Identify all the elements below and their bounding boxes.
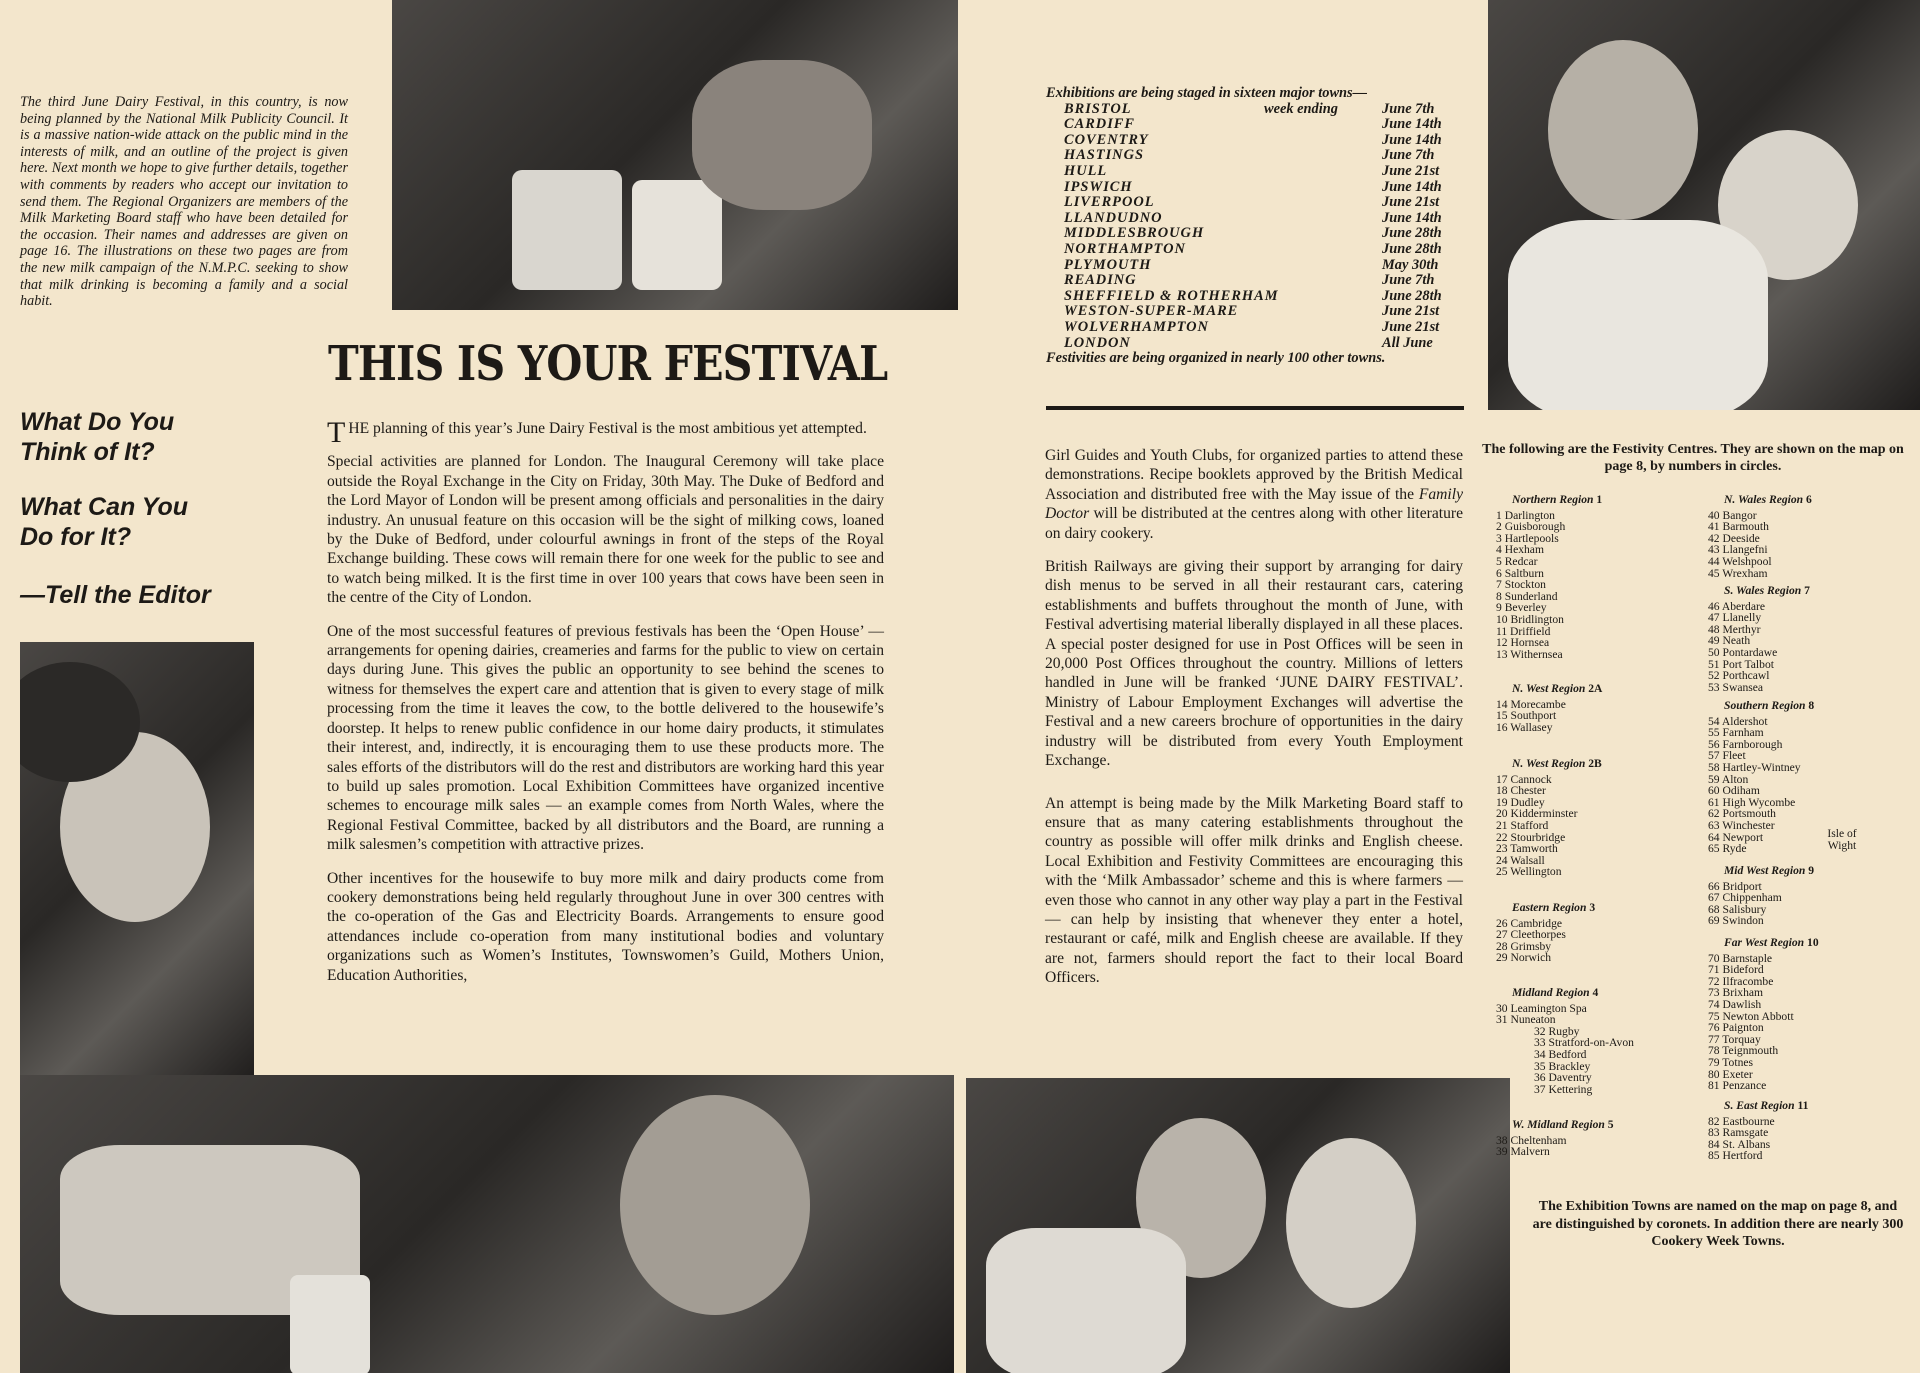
region-block	[1708, 700, 1814, 855]
exhibition-town: IPSWICH	[1064, 178, 1133, 195]
exhibition-town: PLYMOUTH	[1064, 256, 1152, 273]
centre-item: 36 Daventry	[1534, 1071, 1592, 1085]
centre-item: 23 Tamworth	[1496, 842, 1558, 856]
exhibition-date: June 28th	[1382, 287, 1442, 304]
region-name: S. Wales Region	[1724, 584, 1802, 597]
article-column-1	[327, 416, 884, 999]
centre-item: 77 Torquay	[1708, 1032, 1761, 1046]
centre-item: 69 Swindon	[1708, 914, 1764, 928]
article-paragraph-7: An attempt is being made by the Milk Marketing Board staff to ensure that as many catering establishments throughout the country as possible will offer milk drinks and English cheese. Local Exhibition and Festivity Committees are encouraging this with the ‘Milk Ambassador’ scheme and this is where farmers — even those who cannot in any other way play a part in the Festival — can help by insisting that whenever they enter a hotel, restaurant or café, milk and English cheese are available. If they are not, farmers should report the fact to their local Board Officers.	[1045, 794, 1463, 987]
centre-item: 41 Barmouth	[1708, 520, 1769, 534]
centre-item: 24 Walsall	[1496, 853, 1545, 867]
region-heading	[1496, 902, 1595, 914]
centres-heading: The following are the Festivity Centres. They are shown on the map on page 8, by numbers in circles.	[1482, 442, 1904, 474]
centre-item: 30 Leamington Spa	[1496, 1001, 1587, 1015]
centre-item: 65 Ryde	[1708, 842, 1747, 856]
centre-item: 34 Bedford	[1534, 1047, 1587, 1061]
region-heading	[1496, 1119, 1614, 1131]
region-number: 2A	[1588, 682, 1603, 695]
region-block	[1708, 937, 1819, 1092]
centre-item: 49 Neath	[1708, 634, 1751, 648]
region-number: 10	[1807, 936, 1819, 949]
photo-couple-laughing	[966, 1078, 1510, 1373]
exhibition-date: June 7th	[1382, 147, 1435, 164]
exhibition-row	[1046, 273, 1466, 289]
exhibition-row	[1046, 258, 1466, 274]
exhibition-date: June 21st	[1382, 303, 1440, 320]
centre-item: 13 Withernsea	[1496, 647, 1563, 661]
region-number: 6	[1806, 493, 1812, 506]
centre-item: 10 Bridlington	[1496, 612, 1564, 626]
page-title: THIS IS YOUR FESTIVAL	[328, 336, 888, 392]
centre-item: 53 Swansea	[1708, 680, 1764, 694]
centre-item: 4 Hexham	[1496, 543, 1544, 557]
region-name: Eastern Region	[1512, 901, 1587, 914]
centre-item: 7 Stockton	[1496, 578, 1546, 592]
exhibition-town: WESTON-SUPER-MARE	[1064, 303, 1239, 320]
centre-item: 61 High Wycombe	[1708, 795, 1796, 809]
region-heading	[1708, 494, 1812, 506]
region-block	[1496, 1119, 1614, 1158]
exhibition-date: June 28th	[1382, 225, 1442, 242]
exhibition-date: June 21st	[1382, 162, 1440, 179]
centre-item: 11 Driffield	[1496, 624, 1551, 638]
exhibition-date: June 7th	[1382, 100, 1435, 117]
exhibition-row	[1046, 320, 1466, 336]
exhibition-row	[1046, 117, 1466, 133]
region-name: Northern Region	[1512, 493, 1594, 506]
exhibition-row	[1046, 164, 1466, 180]
region-heading	[1708, 937, 1819, 949]
sidebar-question-2	[20, 492, 188, 552]
exhibition-date: May 30th	[1382, 256, 1439, 273]
centre-item: 51 Port Talbot	[1708, 657, 1774, 671]
centre-item: 78 Teignmouth	[1708, 1044, 1779, 1058]
region-number: 11	[1797, 1099, 1809, 1112]
centre-item: 68 Salisbury	[1708, 902, 1767, 916]
family-doctor-title: Family Doctor	[1045, 485, 1463, 523]
exhibition-row	[1046, 180, 1466, 196]
region-number: 4	[1592, 986, 1599, 999]
exhibition-town: LONDON	[1064, 334, 1131, 351]
exhibitions-rows	[1046, 102, 1466, 352]
centre-item: 18 Chester	[1496, 784, 1546, 798]
centre-item: 5 Redcar	[1496, 554, 1538, 568]
centre-item: 59 Alton	[1708, 772, 1749, 786]
centre-item: 52 Porthcawl	[1708, 669, 1770, 683]
exhibition-town: WOLVERHAMPTON	[1064, 318, 1209, 335]
centre-item: 71 Bideford	[1708, 963, 1764, 977]
centre-item: 20 Kidderminster	[1496, 807, 1578, 821]
article-paragraph-2: Special activities are planned for London. The Inaugural Ceremony will take place outside the Royal Exchange in the City on Friday, 30th May. The Duke of Bedford and the Lord Mayor of London will be present among officials and personalities in the dairy industry. An unusual feature on this occasion will be the sight of milking cows, loaned by the Duke of Bedford, under colourful awnings in front of the steps of the Royal Exchange building. These cows will remain there for one week for the public to see and to watch being milked. It is the first time in over 100 years that cows have been seen in the centre of the City of London.	[327, 453, 884, 607]
centre-item: 83 Ramsgate	[1708, 1126, 1769, 1140]
article-paragraph-3: One of the most successful features of previous festivals has been the ‘Open House’ — arrangements for opening dairies, creameries and farms for the public to view on certain days during June. This gives the public an opportunity to see behind the scenes to witness for themselves the expert care and attention that is given to every stage of milk processing from the time it leaves the cow, to the bottle delivered to the housewife’s doorstep. It helps to renew public confidence in our home dairy products, it stimulates their interest, and, indirectly, it is encouraging them to use these products more. The sales efforts of the distributors will do the rest and distributors are working hard this year to build up sales promotion. Local Exhibition Committees have organized incentive schemes to encourage milk sales — an example comes from North Wales, where the Regional Festival Committee, backed by all distributors and the Board, are running a milk salesmen’s competition with attractive prizes.	[327, 622, 884, 854]
exhibition-town: NORTHAMPTON	[1064, 240, 1186, 257]
centre-item: 74 Dawlish	[1708, 997, 1762, 1011]
exhibition-row	[1046, 289, 1466, 305]
centre-item: 28 Grimsby	[1496, 939, 1552, 953]
exhibition-town: LLANDUDNO	[1064, 209, 1163, 226]
region-number: 7	[1804, 584, 1810, 597]
centre-item: 39 Malvern	[1496, 1145, 1550, 1159]
isle-of-wight-note: Isle of Wight	[1827, 827, 1857, 852]
sidebar-q2-line1: What Can You	[20, 493, 189, 521]
drop-cap: T	[327, 416, 346, 449]
centre-item: 42 Deeside	[1708, 531, 1760, 545]
region-number: 8	[1808, 699, 1815, 712]
exhibition-date: June 14th	[1382, 178, 1442, 195]
exhibition-row	[1046, 336, 1466, 352]
exhibition-town: BRISTOL	[1064, 100, 1132, 117]
centre-item: 29 Norwich	[1496, 951, 1552, 965]
region-heading	[1496, 683, 1602, 695]
region-heading	[1496, 494, 1602, 506]
region-heading	[1708, 865, 1814, 877]
centre-item: 80 Exeter	[1708, 1067, 1753, 1081]
centres-footnote: The Exhibition Towns are named on the map on page 8, and are distinguished by coronets. In addition there are nearly 300 Cookery Week Towns.	[1532, 1199, 1904, 1249]
centre-item: 43 Llangefni	[1708, 543, 1768, 557]
exhibition-date: June 14th	[1382, 116, 1442, 133]
centre-item: 22 Stourbridge	[1496, 830, 1566, 844]
exhibition-row	[1046, 102, 1466, 118]
centre-item: 81 Penzance	[1708, 1079, 1767, 1093]
article-paragraph-5	[1045, 446, 1463, 543]
centre-item: 25 Wellington	[1496, 865, 1562, 879]
article-paragraph-1-text: HE planning of this year’s June Dairy Festival is the most ambitious yet attempted.	[348, 420, 867, 437]
tell-the-editor: —Tell the Editor	[20, 581, 211, 609]
centre-item: 40 Bangor	[1708, 508, 1757, 522]
centre-item: 26 Cambridge	[1496, 916, 1563, 930]
centre-item: 54 Aldershot	[1708, 714, 1768, 728]
exhibition-date: June 14th	[1382, 131, 1442, 148]
region-number: 2B	[1588, 757, 1602, 770]
exhibition-town: COVENTRY	[1064, 131, 1149, 148]
exhibition-row	[1046, 195, 1466, 211]
region-block	[1496, 683, 1602, 733]
article-paragraph-5b: will be distributed at the centres along with other literature on dairy cookery.	[1045, 505, 1463, 542]
centre-item: 79 Totnes	[1708, 1055, 1754, 1069]
centre-item: 58 Hartley-Wintney	[1708, 760, 1801, 774]
region-name: W. Midland Region	[1512, 1118, 1605, 1131]
region-heading	[1708, 700, 1814, 712]
article-paragraph-6: British Railways are giving their support by arranging for dairy dish menus to be served in all their restaurant cars, catering establishments and buffets throughout the month of June, with Festival advertising material liberally displayed in all these places. A special poster designed for use in Post Offices will be seen in 20,000 Post Offices throughout the country. Millions of letters handled in June will be franked ‘JUNE DAIRY FESTIVAL’. Ministry of Labour Employment Exchanges will advertise the Festival and a new careers brochure of opportunities in the dairy industry will be distributed from every Youth Employment Exchange.	[1045, 558, 1463, 770]
region-name: Southern Region	[1724, 699, 1806, 712]
photo-mother-and-baby	[1488, 0, 1920, 410]
exhibition-date: June 14th	[1382, 209, 1442, 226]
centre-item: 35 Brackley	[1534, 1059, 1591, 1073]
region-number: 3	[1589, 901, 1596, 914]
region-name: Mid West Region	[1724, 864, 1806, 877]
article-paragraph-4: Other incentives for the housewife to buy more milk and dairy products come from cookery demonstrations being held regularly throughout June in over 300 centres with the co-operation of the Gas and Electricity Boards. Arrangements to ensure good attendances include co-operation from many institutional bodies and voluntary organizations such as Women’s Institutes, Townswomen’s Guild, Mothers Union, Education Authorities,	[327, 869, 884, 984]
centre-item: 66 Bridport	[1708, 879, 1762, 893]
centre-item: 70 Barnstaple	[1708, 951, 1773, 965]
exhibition-row	[1046, 242, 1466, 258]
centre-item: 72 Ilfracombe	[1708, 974, 1774, 988]
centre-item: 45 Wrexham	[1708, 566, 1768, 580]
centre-item: 21 Stafford	[1496, 818, 1549, 832]
exhibitions-list	[1046, 86, 1466, 367]
region-name: N. West Region	[1512, 757, 1586, 770]
region-block	[1708, 1100, 1808, 1162]
centre-item: 19 Dudley	[1496, 795, 1545, 809]
centre-item: 63 Winchester	[1708, 818, 1775, 832]
region-block	[1708, 494, 1812, 579]
centre-item: 6 Saltburn	[1496, 566, 1544, 580]
region-number: 9	[1808, 864, 1815, 877]
region-heading	[1496, 987, 1634, 999]
section-divider	[1046, 406, 1464, 410]
exhibition-town: HASTINGS	[1064, 147, 1144, 164]
centre-item: 76 Paignton	[1708, 1021, 1764, 1035]
article-paragraph-1	[327, 416, 884, 449]
exhibitions-footer: Festivities are being organized in nearly 100 other towns.	[1046, 350, 1386, 367]
centre-item: 60 Odiham	[1708, 784, 1760, 798]
centre-item: 47 Llanelly	[1708, 611, 1762, 625]
region-name: S. East Region	[1724, 1099, 1795, 1112]
centre-item: 85 Hertford	[1708, 1149, 1763, 1163]
centre-item: 12 Hornsea	[1496, 636, 1550, 650]
centre-item: 14 Morecambe	[1496, 697, 1566, 711]
centre-item: 82 Eastbourne	[1708, 1114, 1775, 1128]
centre-item: 75 Newton Abbott	[1708, 1009, 1794, 1023]
region-heading	[1496, 758, 1602, 770]
photo-pouring-milk-top	[392, 0, 958, 310]
sidebar-question-1	[20, 407, 174, 467]
region-block	[1708, 585, 1810, 693]
region-block	[1496, 758, 1602, 878]
centre-item: 64 Newport	[1708, 830, 1764, 844]
region-block	[1496, 987, 1634, 1095]
centre-item: 2 Guisborough	[1496, 520, 1566, 534]
exhibition-town: READING	[1064, 272, 1137, 289]
centre-item: 67 Chippenham	[1708, 891, 1782, 905]
photo-woman-man-pouring	[20, 1075, 954, 1373]
centre-item: 16 Wallasey	[1496, 720, 1553, 734]
exhibition-date: All June	[1382, 334, 1433, 351]
centre-item: 56 Farnborough	[1708, 737, 1783, 751]
region-block	[1708, 865, 1814, 927]
region-number: 5	[1607, 1118, 1614, 1131]
centre-item: 73 Brixham	[1708, 986, 1764, 1000]
exhibition-row	[1046, 226, 1466, 242]
exhibition-date: June 28th	[1382, 240, 1442, 257]
centre-item: 48 Merthyr	[1708, 622, 1761, 636]
centre-item: 37 Kettering	[1534, 1082, 1593, 1096]
centre-item: 15 Southport	[1496, 709, 1557, 723]
exhibition-town: CARDIFF	[1064, 116, 1135, 133]
exhibitions-heading: Exhibitions are being staged in sixteen major towns—	[1046, 85, 1368, 101]
centre-item: 3 Hartlepools	[1496, 531, 1559, 545]
centre-item: 31 Nuneaton	[1496, 1013, 1556, 1027]
centre-item: 84 St. Albans	[1708, 1137, 1771, 1151]
centre-item: 50 Pontardawe	[1708, 645, 1778, 659]
exhibition-town: SHEFFIELD & ROTHERHAM	[1064, 287, 1279, 304]
exhibition-date: June 21st	[1382, 194, 1440, 211]
centre-item: 57 Fleet	[1708, 749, 1746, 763]
exhibition-row	[1046, 304, 1466, 320]
centre-item: 55 Farnham	[1708, 726, 1764, 740]
centre-item: 27 Cleethorpes	[1496, 928, 1566, 942]
region-block	[1496, 494, 1602, 660]
region-block	[1496, 902, 1595, 964]
region-heading	[1708, 585, 1810, 597]
exhibition-town: HULL	[1064, 162, 1108, 179]
photo-young-woman	[20, 642, 254, 1082]
centre-item: 8 Sunderland	[1496, 589, 1558, 603]
centre-item: 62 Portsmouth	[1708, 807, 1776, 821]
centre-item: 46 Aberdare	[1708, 599, 1765, 613]
exhibition-row	[1046, 148, 1466, 164]
exhibition-date: June 7th	[1382, 272, 1435, 289]
sidebar-q1-line2: Think of It?	[20, 438, 155, 466]
region-number: 1	[1596, 493, 1603, 506]
region-name: N. Wales Region	[1724, 493, 1804, 506]
centre-item: 44 Welshpool	[1708, 554, 1772, 568]
article-paragraph-5a: Girl Guides and Youth Clubs, for organized parties to attend these demonstrations. Recipe booklets approved by the British Medical Association and distributed free with the May issue of the	[1045, 447, 1463, 503]
sidebar-q2-line2: Do for It?	[20, 523, 132, 551]
sidebar-q1-line1: What Do You	[20, 408, 175, 436]
exhibition-town: MIDDLESBROUGH	[1064, 225, 1205, 242]
centre-item: 33 Stratford-on-Avon	[1534, 1036, 1634, 1050]
centre-item: 38 Cheltenham	[1496, 1133, 1567, 1147]
region-name: N. West Region	[1512, 682, 1586, 695]
region-name: Far West Region	[1724, 936, 1805, 949]
exhibition-row	[1046, 133, 1466, 149]
region-heading	[1708, 1100, 1808, 1112]
centre-item: 9 Beverley	[1496, 601, 1547, 615]
exhibition-row	[1046, 211, 1466, 227]
centre-item: 32 Rugby	[1534, 1024, 1580, 1038]
centre-item: 1 Darlington	[1496, 508, 1555, 522]
article-column-2	[1045, 446, 1463, 1002]
centre-item: 17 Cannock	[1496, 772, 1552, 786]
exhibition-town: LIVERPOOL	[1064, 194, 1155, 211]
intro-paragraph: The third June Dairy Festival, in this country, is now being planned by the National Milk Publicity Council. It is a massive nation-wide attack on the public mind in the interests of milk, and an outline of the project is given here. Next month we hope to give further details, together with comments by readers who accept our invitation to send them. The Regional Organizers are members of the Milk Marketing Board staff who have been detailed for the occasion. Their names and addresses are given on page 16. The illustrations on these two pages are from the new milk campaign of the N.M.P.C. seeking to show that milk drinking is becoming a family and a social habit.	[20, 94, 348, 310]
week-ending-label: week ending	[1264, 100, 1338, 117]
exhibition-date: June 21st	[1382, 318, 1440, 335]
region-name: Midland Region	[1512, 986, 1590, 999]
